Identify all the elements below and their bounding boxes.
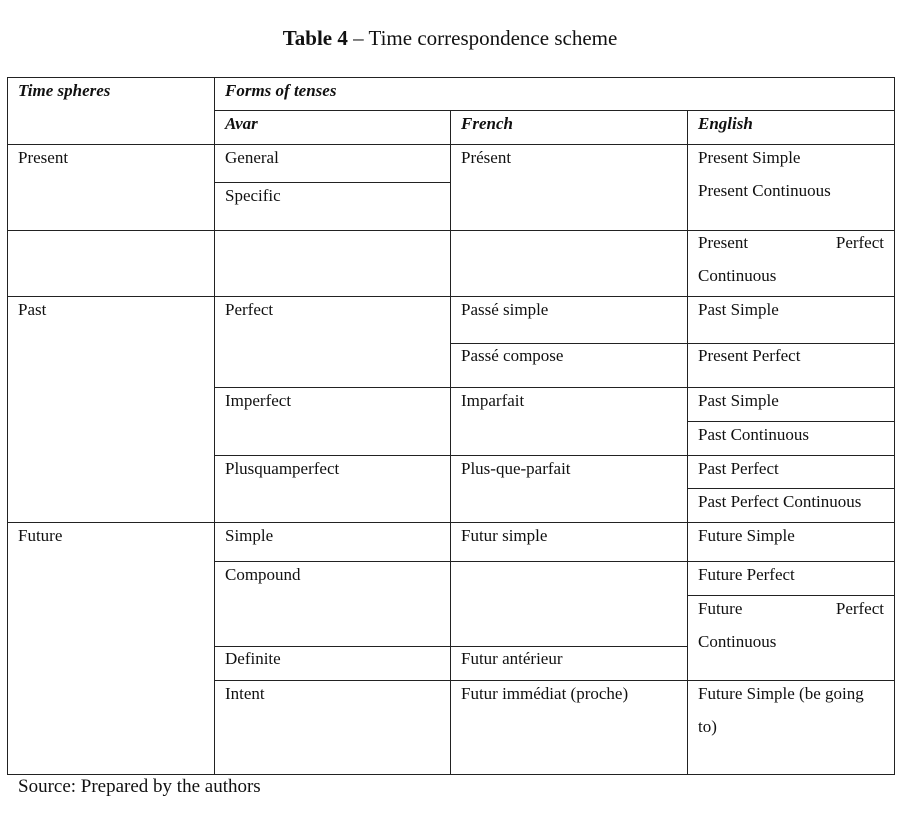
rule (894, 77, 895, 775)
table-title: Time correspondence scheme (368, 26, 618, 50)
avar-simple: Simple (225, 526, 274, 545)
french-futur-simple: Futur simple (461, 526, 548, 545)
word: Future (698, 599, 743, 618)
header-forms-of-tenses: Forms of tenses (225, 81, 337, 100)
english-future-simple-going-line2: to) (698, 717, 717, 736)
english-future-simple-going: Future Simple (be going (698, 684, 864, 703)
english-future-perfect-continuous (688, 592, 894, 625)
french-imparfait: Imparfait (461, 391, 525, 410)
avar-imperfect: Imperfect (225, 391, 292, 410)
french-plus-que-parfait: Plus-que-parfait (461, 459, 571, 478)
sphere-past: Past (18, 300, 47, 319)
source-note: Source: Prepared by the authors (18, 776, 261, 797)
avar-perfect: Perfect (225, 300, 274, 319)
avar-intent: Intent (225, 684, 265, 703)
english-future-simple: Future Simple (698, 526, 795, 545)
rule (450, 110, 451, 775)
french-futur-immediat: Futur immédiat (proche) (461, 684, 629, 703)
english-present-perfect-continuous (688, 226, 894, 259)
french-futur-anterieur: Futur antérieur (461, 649, 563, 668)
english-present-simple: Present Simple (698, 148, 801, 167)
english-past-perfect: Past Perfect (698, 459, 779, 478)
avar-general: General (225, 148, 279, 167)
english-present-perfect: Present Perfect (698, 346, 801, 365)
english-future-perfect: Future Perfect (698, 565, 795, 584)
french-present: Présent (461, 148, 512, 167)
header-french: French (461, 114, 513, 133)
word: Perfect (835, 599, 884, 618)
avar-compound: Compound (225, 565, 301, 584)
rule (7, 774, 895, 775)
header-time-spheres: Time spheres (18, 81, 111, 100)
english-present-perfect-continuous-line2: Continuous (698, 266, 777, 285)
avar-specific: Specific (225, 186, 281, 205)
caption-dash: – (347, 26, 369, 50)
word: Present (698, 233, 749, 252)
sphere-present: Present (18, 148, 69, 167)
english-past-perfect-continuous: Past Perfect Continuous (698, 492, 862, 511)
english-past-simple: Past Simple (698, 391, 779, 410)
table-number: Table 4 (282, 26, 348, 50)
avar-definite: Definite (225, 649, 281, 668)
rule (7, 77, 8, 775)
english-present-continuous: Present Continuous (698, 181, 831, 200)
english-past-continuous: Past Continuous (698, 425, 809, 444)
header-avar: Avar (225, 114, 258, 133)
header-english: English (698, 114, 753, 133)
english-past-simple: Past Simple (698, 300, 779, 319)
english-future-perfect-continuous-line2: Continuous (698, 632, 777, 651)
french-passe-compose: Passé compose (461, 346, 564, 365)
avar-plusquamperfect: Plusquamperfect (225, 459, 340, 478)
word: Perfect (835, 233, 884, 252)
sphere-future: Future (18, 526, 63, 545)
french-passe-simple: Passé simple (461, 300, 549, 319)
